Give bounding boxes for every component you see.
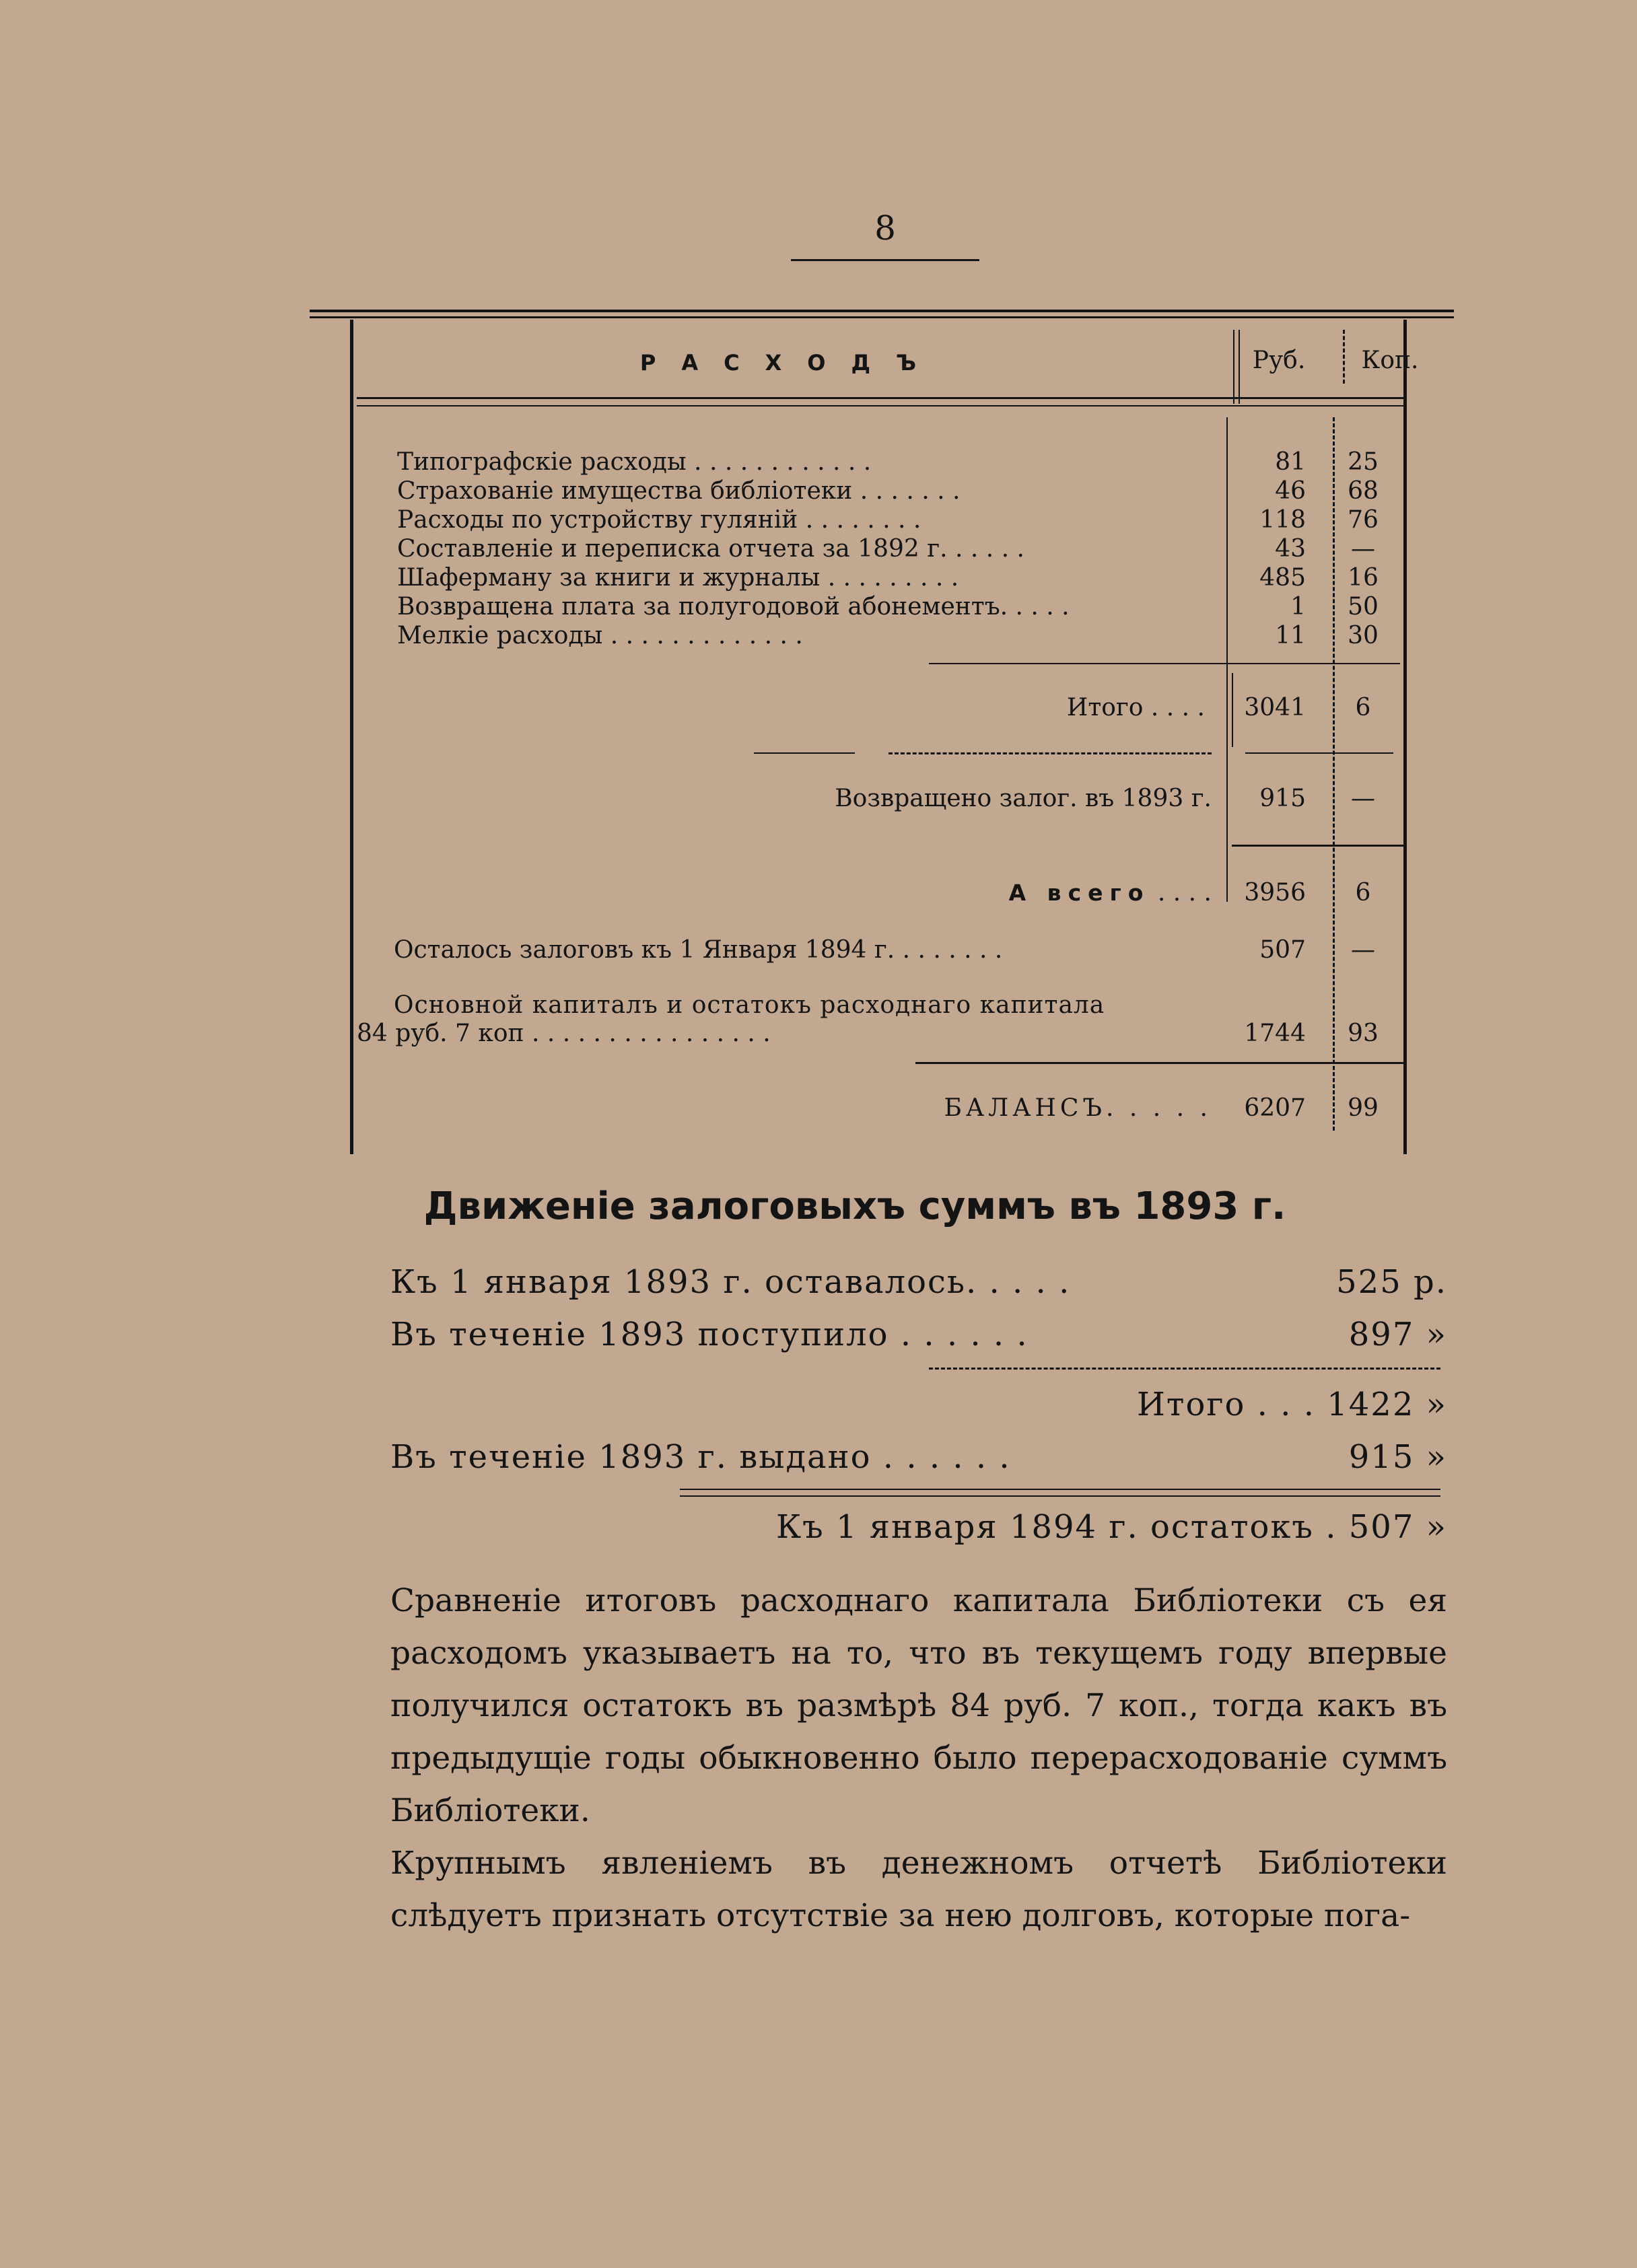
- total-label: Итого . . . .: [1066, 694, 1205, 721]
- item-rub: 43: [1275, 535, 1306, 563]
- grand-total-kop: 6: [1355, 879, 1371, 907]
- remaining-label: Осталось залоговъ къ 1 Января 1894 г. . . . . . . .: [394, 936, 1003, 964]
- item-label: Составленіе и переписка отчета за 1892 г.: [397, 535, 948, 563]
- item-label: Возвращена плата за полугодовой абонементъ.: [397, 593, 1008, 621]
- returned-rule-right: [1245, 752, 1393, 754]
- dot-leader: . . . . .: [947, 535, 1024, 563]
- dot-leader: . . . .: [1008, 593, 1070, 621]
- capital-label-line1: Основной капиталъ и остатокъ расходнаго капитала: [394, 991, 1105, 1019]
- grand-total-dots: . . . .: [1157, 879, 1212, 907]
- table-row: [397, 476, 1528, 506]
- table-row: [397, 592, 1528, 622]
- movement-value: 1422 »: [1327, 1386, 1447, 1423]
- balance-kop: 99: [1348, 1094, 1379, 1122]
- item-kop: 68: [1348, 477, 1379, 505]
- movement-value: 507 »: [1348, 1508, 1447, 1546]
- total-kop: 6: [1355, 694, 1371, 721]
- movement-label: Итого . . .: [1137, 1386, 1315, 1423]
- table-row: [397, 505, 1528, 535]
- remaining-rub: 507: [1259, 936, 1306, 964]
- movement-label: Въ теченіе 1893 г. выдано . . . . . .: [390, 1438, 1011, 1476]
- capital-kop: 93: [1348, 1020, 1379, 1047]
- dot-leader: . . . . . . . . . . . .: [686, 448, 872, 476]
- movement-row: [390, 1503, 1447, 1551]
- item-label: Шаферману за книги и журналы: [397, 564, 821, 592]
- movement-rule-3: [680, 1495, 1440, 1497]
- remaining-row: [394, 935, 1525, 965]
- table-top-rule: [310, 310, 1454, 312]
- dot-leader: . . . . . . . . .: [820, 564, 959, 592]
- returned-rule-dash: [889, 752, 1212, 754]
- balance-rule: [915, 1062, 1407, 1064]
- item-label: Мелкіе расходы: [397, 622, 603, 649]
- capital-row-line2: [357, 1019, 1488, 1049]
- item-rub: 46: [1275, 477, 1306, 505]
- table-row: [397, 534, 1528, 564]
- table-left-border: [350, 320, 353, 1154]
- page-number: 8: [874, 209, 896, 248]
- movement-label: Къ 1 января 1894 г. остатокъ .: [776, 1508, 1337, 1546]
- balance-rub: 6207: [1244, 1094, 1306, 1122]
- table-header-title: РАСХОДЪ: [639, 350, 942, 376]
- item-rub: 11: [1275, 622, 1306, 649]
- item-rub: 118: [1259, 506, 1306, 534]
- item-label: Расходы по устройству гуляній: [397, 506, 798, 534]
- returned-rule-left: [754, 752, 855, 754]
- item-rub: 485: [1259, 564, 1306, 592]
- movement-rule-2: [680, 1489, 1440, 1490]
- movement-rule-1: [929, 1368, 1440, 1370]
- item-kop: 76: [1348, 506, 1379, 534]
- table-header-rub: Руб.: [1252, 347, 1306, 374]
- rub-column-divider: [1233, 330, 1234, 404]
- item-rub: 81: [1275, 448, 1306, 476]
- table-row: [397, 621, 1528, 651]
- grand-total-rub: 3956: [1244, 879, 1306, 907]
- paragraph: Сравненіе итоговъ расходнаго капитала Библіотеки съ ея расходомъ указываетъ на то, что въ текущемъ году впервые получился остатокъ въ размѣрѣ 84 руб. 7 коп., тогда какъ въ предыдущіе годы обыкновенно было перерасходованіе суммъ Библіотеки.: [390, 1582, 1447, 1829]
- grand-total-label: А всего: [1008, 880, 1150, 906]
- total-rub: 3041: [1244, 694, 1306, 721]
- dot-leader: . . . . . . . . . . . . .: [602, 622, 803, 649]
- item-kop: 30: [1348, 622, 1379, 649]
- item-rub: 1: [1290, 593, 1306, 621]
- header-rule: [357, 397, 1407, 399]
- capital-label-line2: 84 руб. 7 коп . . . . . . . . . . . . . . . .: [357, 1020, 771, 1047]
- table-row: [397, 563, 1528, 593]
- item-kop: 25: [1348, 448, 1379, 476]
- movement-row: [390, 1433, 1447, 1481]
- dot-leader: . . . . . . . .: [798, 506, 921, 534]
- movement-value: 525 р.: [1336, 1263, 1447, 1301]
- movement-value: 915 »: [1348, 1438, 1447, 1476]
- item-kop: 50: [1348, 593, 1379, 621]
- dot-leader: . . . . . . .: [852, 477, 961, 505]
- expense-table: [310, 310, 1454, 1151]
- total-rule: [929, 663, 1400, 664]
- movement-row: [390, 1311, 1447, 1358]
- balance-label: БАЛАНСЪ. . . . .: [944, 1094, 1212, 1122]
- capital-rub: 1744: [1244, 1020, 1306, 1047]
- paragraph: Крупнымъ явленіемъ въ денежномъ отчетѣ Библіотеки слѣдуетъ признать отсутствіе за нею долговъ, которые пога-: [390, 1845, 1447, 1934]
- movement-label: Въ теченіе 1893 поступило . . . . . .: [390, 1316, 1029, 1353]
- section-heading: Движеніе залоговыхъ суммъ въ 1893 г.: [423, 1184, 1286, 1228]
- movement-label: Къ 1 января 1893 г. оставалось. . . . .: [390, 1263, 1071, 1301]
- item-label: Типографскіе расходы: [397, 448, 687, 476]
- returned-row: [397, 784, 1528, 814]
- total-row: [397, 693, 1528, 723]
- returned-kop: —: [1351, 785, 1375, 812]
- table-top-rule-second: [310, 316, 1454, 318]
- item-kop: 16: [1348, 564, 1379, 592]
- movement-row: [390, 1381, 1447, 1428]
- capital-row-line1: [394, 991, 1525, 1020]
- item-label: Страхованіе имущества библіотеки: [397, 477, 853, 505]
- table-row: [397, 448, 1528, 477]
- returned-label: Возвращено залог. въ 1893 г.: [835, 785, 1212, 812]
- page-number-rule: [791, 259, 979, 261]
- grand-total-row: [397, 878, 1528, 908]
- item-kop: —: [1351, 535, 1375, 563]
- balance-row: [397, 1094, 1528, 1123]
- movement-value: 897 »: [1348, 1316, 1447, 1353]
- remaining-kop: —: [1351, 936, 1375, 964]
- movement-row: [390, 1259, 1447, 1306]
- grand-rule: [1232, 845, 1407, 847]
- returned-rub: 915: [1259, 785, 1306, 812]
- header-rule-second: [357, 405, 1407, 406]
- table-header-kop: Коп.: [1361, 347, 1419, 374]
